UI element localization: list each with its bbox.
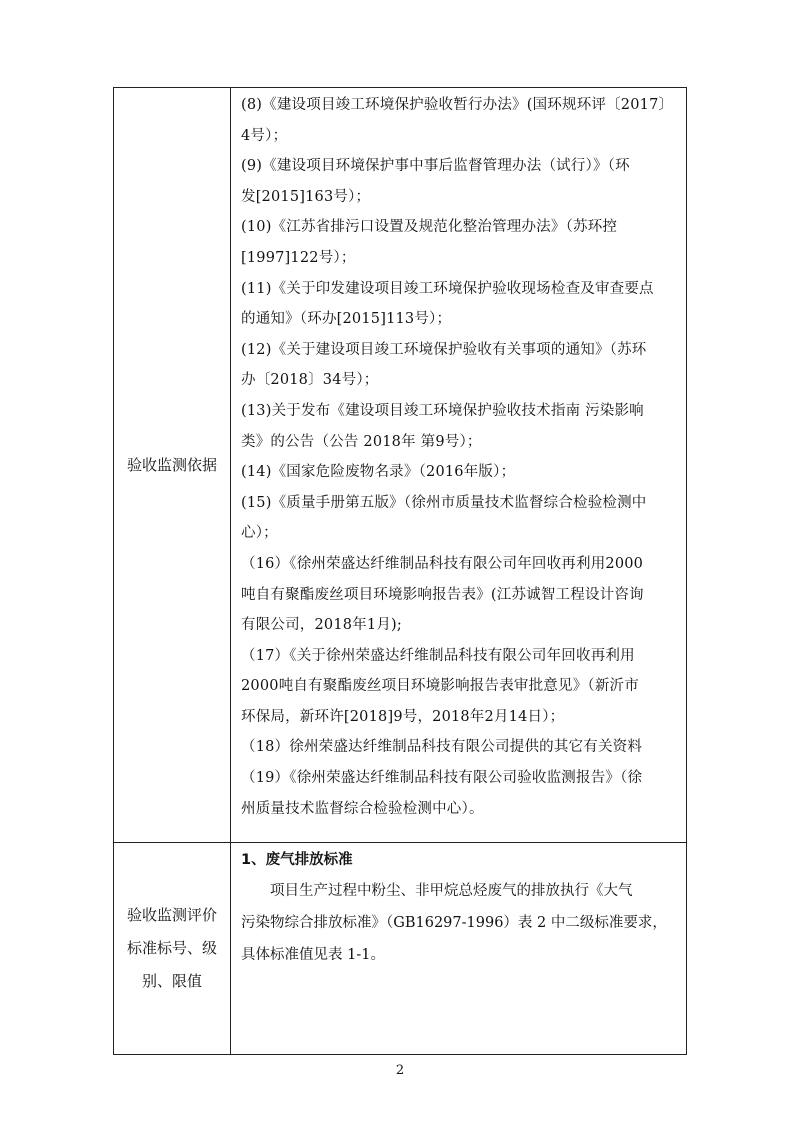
basis-line: 心）； (241, 525, 278, 542)
basis-line: (15)《质量手册第五版》（徐州市质量技术监督综合检验检测中 (241, 494, 647, 511)
basis-list (231, 88, 686, 842)
paragraph-line: 具体标准值见表 1-1。 (241, 947, 385, 963)
basis-line: (11)《关于印发建设项目竣工环境保护验收现场检查及审查要点 (241, 280, 654, 297)
basis-line: 州质量技术监督综合检验检测中心）。 (241, 800, 484, 817)
basis-line: (10)《江苏省排污口设置及规范化整治管理办法》（苏环控 (241, 219, 618, 236)
label-line: 标准标号、级 (126, 939, 217, 957)
section-title: 1、废气排放标准 (241, 852, 353, 868)
basis-line: 办〔2018〕34号）； (241, 372, 379, 389)
standards-content (231, 843, 686, 1054)
table-row (114, 88, 686, 842)
basis-line: 类》的公告（公告 2018年 第9号）； (241, 433, 482, 450)
criteria-table (113, 87, 687, 1055)
paragraph-line: 项目生产过程中粉尘、非甲烷总烃废气的排放执行《大气 (270, 883, 633, 899)
label-line: 验收监测评价 (126, 906, 217, 924)
basis-line: [1997]122号）； (241, 249, 356, 266)
basis-line: （19）《徐州荣盛达纤维制品科技有限公司验收监测报告》（徐 (241, 770, 643, 787)
basis-line: 发[2015]163号）； (241, 188, 371, 205)
label-line: 别、限值 (141, 972, 202, 990)
basis-line: （18）徐州荣盛达纤维制品科技有限公司提供的其它有关资料 (241, 739, 643, 756)
basis-line: (13)关于发布《建设项目竣工环境保护验收技术指南 污染影响 (241, 402, 644, 419)
basis-line: (12)《关于建设项目竣工环境保护验收有关事项的通知》（苏环 (241, 341, 647, 358)
basis-line: 吨自有聚酯废丝项目环境影响报告表》(江苏诚智工程设计咨询 (241, 586, 644, 603)
basis-line: 有限公司，2018年1月); (241, 617, 402, 634)
table-row (114, 842, 686, 1054)
basis-line: 的通知》（环办[2015]113号）； (241, 311, 452, 328)
basis-line: 4号）； (241, 127, 288, 144)
basis-line: (14)《国家危险废物名录》（2016年版）； (241, 464, 516, 481)
basis-line: (8)《建设项目竣工环境保护验收暂行办法》(国环规环评〔2017〕 (241, 97, 674, 113)
basis-line: （17）《关于徐州荣盛达纤维制品科技有限公司年回收再利用 (241, 647, 635, 664)
basis-line: (9)《建设项目环境保护事中事后监督管理办法（试行）》（环 (241, 158, 630, 175)
basis-line: 2000吨自有聚酯废丝项目环境影响报告表审批意见》（新沂市 (241, 678, 639, 695)
page-number: 2 (395, 1063, 405, 1078)
basis-line: （16）《徐州荣盛达纤维制品科技有限公司年回收再利用2000 (241, 555, 644, 572)
paragraph-line: 污染物综合排放标准》（GB16297-1996）表 2 中二级标准要求， (241, 915, 667, 931)
basis-line: 环保局，新环许[2018]9号，2018年2月14日）； (241, 708, 565, 725)
row-label-basis: 验收监测依据 (114, 88, 231, 842)
row-label-standards (114, 843, 231, 1054)
